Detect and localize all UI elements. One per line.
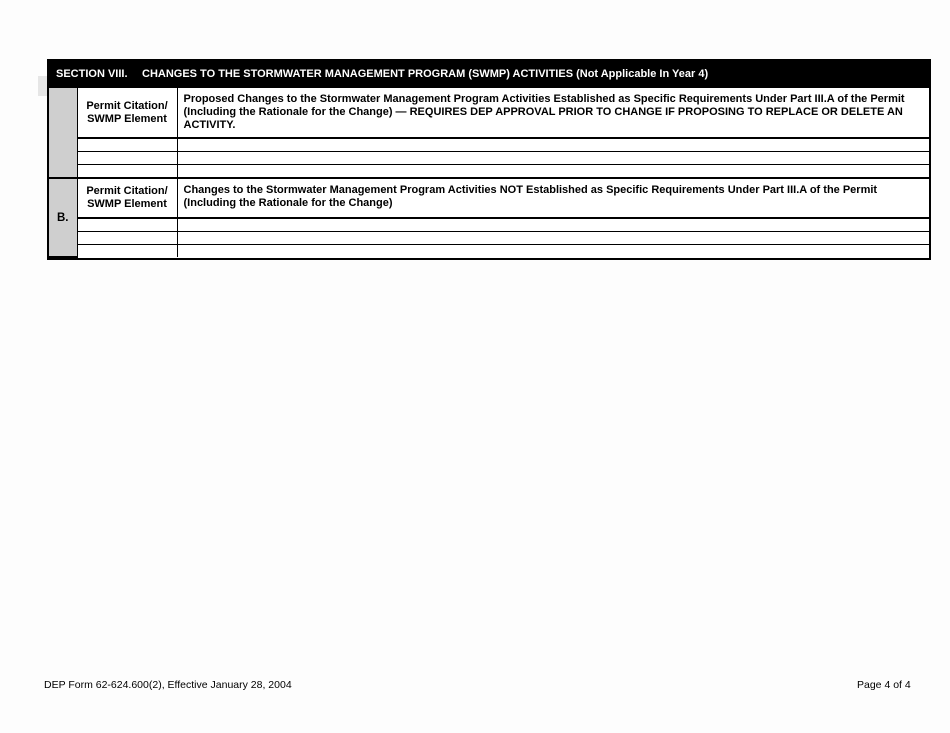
table-row (49, 138, 929, 152)
part-a-citation-cell-3[interactable] (77, 165, 177, 179)
section-title: CHANGES TO THE STORMWATER MANAGEMENT PROGRAM (SWMP) ACTIVITIES (Not Applicable In Year 4) (142, 68, 709, 80)
footer-form-id: DEP Form 62-624.600(2), Effective January 28, 2004 (44, 679, 292, 691)
changes-table (49, 88, 929, 258)
part-a-header-row (49, 88, 929, 138)
part-b-description-cell-2[interactable] (177, 232, 929, 245)
part-b-citation-cell-1[interactable] (77, 218, 177, 232)
table-row (49, 232, 929, 245)
table-row (49, 165, 929, 179)
part-b-description-cell-1[interactable] (177, 218, 929, 232)
part-a-citation-cell-2[interactable] (77, 152, 177, 165)
footer-page-number: Page 4 of 4 (857, 679, 911, 691)
part-b-citation-cell-3[interactable] (77, 245, 177, 258)
section-header (49, 61, 929, 88)
part-b-citation-header: Permit Citation/ SWMP Element (77, 178, 177, 218)
table-row (49, 218, 929, 232)
part-a-letter (49, 88, 77, 178)
part-a-citation-cell-1[interactable] (77, 138, 177, 152)
section-viii-form (47, 59, 931, 260)
part-b-citation-cell-2[interactable] (77, 232, 177, 245)
part-b-header-row (49, 178, 929, 218)
table-row (49, 245, 929, 258)
part-b-description-cell-3[interactable] (177, 245, 929, 258)
part-a-citation-header: Permit Citation/ SWMP Element (77, 88, 177, 138)
part-a-description-cell-3[interactable] (177, 165, 929, 179)
part-a-description-cell-2[interactable] (177, 152, 929, 165)
section-number: SECTION VIII. (56, 68, 128, 80)
part-a-description-header: Proposed Changes to the Stormwater Management Program Activities Established as Specific Requirements Under Part III.A of the Permit (Including the Rationale for the Change) — REQUIRES DEP APPROVAL PRIOR TO CHANGE IF PROPOSING TO REPLACE OR DELETE AN ACTIVITY. (177, 88, 929, 138)
part-b-description-header: Changes to the Stormwater Management Program Activities NOT Established as Specific Requirements Under Part III.A of the Permit (Including the Rationale for the Change) (177, 178, 929, 218)
table-row (49, 152, 929, 165)
part-b-letter: B. (49, 178, 77, 257)
part-a-description-cell-1[interactable] (177, 138, 929, 152)
